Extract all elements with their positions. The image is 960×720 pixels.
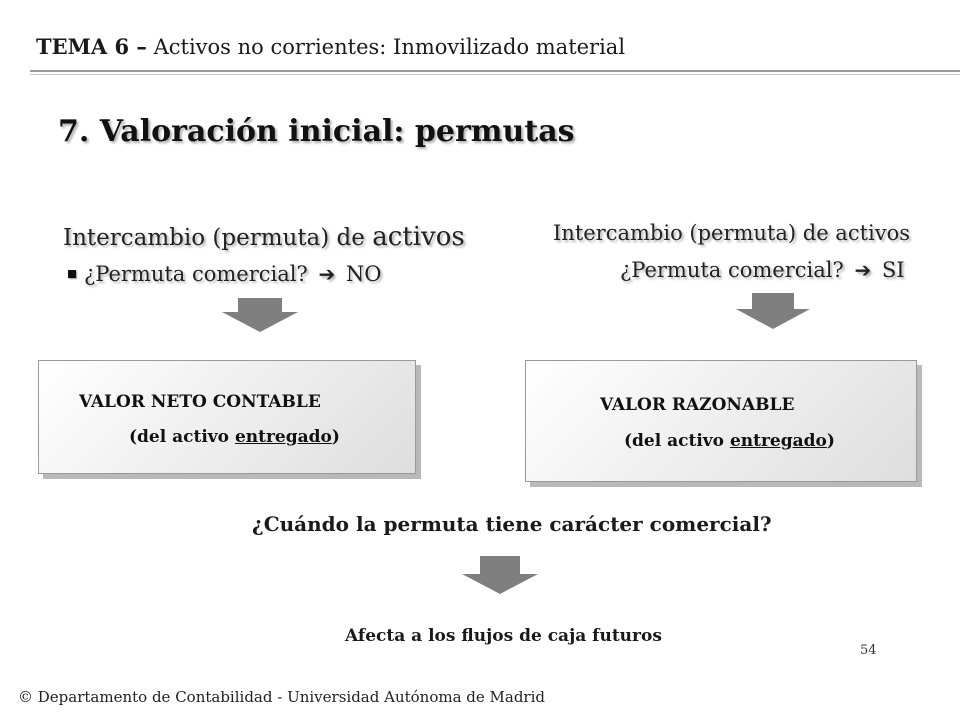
- commercial-question: ¿Cuándo la permuta tiene carácter comercial?: [252, 512, 772, 536]
- left-question: ¿Permuta comercial?: [84, 262, 308, 286]
- bullet-icon: [68, 270, 76, 278]
- box-right-line2: [624, 431, 835, 451]
- right-arrow-icon: ➔: [854, 258, 872, 282]
- down-arrow-icon: [222, 298, 298, 332]
- slide-title: 7. Valoración inicial: permutas: [58, 114, 575, 149]
- left-answer: NO: [345, 262, 382, 286]
- left-heading: [63, 222, 465, 252]
- box-right-line2-c: ): [826, 431, 835, 451]
- down-arrow-icon: [736, 293, 810, 329]
- valor-razonable-box: [525, 360, 917, 482]
- left-question-line: [68, 262, 381, 286]
- box-left-line2: [129, 427, 340, 447]
- right-question: ¿Permuta comercial?: [620, 258, 844, 282]
- box-right-line1: VALOR RAZONABLE: [600, 395, 795, 415]
- valor-neto-contable-box: [38, 360, 416, 474]
- box-left-line2-c: ): [331, 427, 340, 447]
- box-right-line2-underlined: entregado: [729, 431, 827, 451]
- left-heading-emph: activos: [372, 222, 465, 252]
- header-rule-thin: [30, 74, 960, 75]
- right-heading: Intercambio (permuta) de activos: [553, 221, 911, 245]
- box-right-line2-a: (del activo: [624, 431, 730, 451]
- commercial-answer: Afecta a los flujos de caja futuros: [345, 626, 662, 646]
- down-arrow-icon: [462, 556, 538, 594]
- header-tema: TEMA 6 –: [36, 34, 147, 59]
- header-subject: Activos no corrientes: Inmovilizado material: [153, 35, 626, 59]
- right-arrow-icon: ➔: [318, 262, 336, 286]
- box-left-line2-a: (del activo: [129, 427, 235, 447]
- footer-copyright: © Departamento de Contabilidad - Universidad Autónoma de Madrid: [18, 688, 546, 706]
- left-heading-text: Intercambio (permuta) de: [63, 225, 373, 251]
- slide-header: [36, 34, 625, 59]
- box-left-line1: VALOR NETO CONTABLE: [79, 392, 321, 412]
- box-left-line2-underlined: entregado: [234, 427, 332, 447]
- page-number: 54: [860, 643, 877, 658]
- right-answer: SI: [881, 258, 905, 282]
- header-rule: [30, 70, 960, 72]
- right-question-line: [620, 258, 905, 282]
